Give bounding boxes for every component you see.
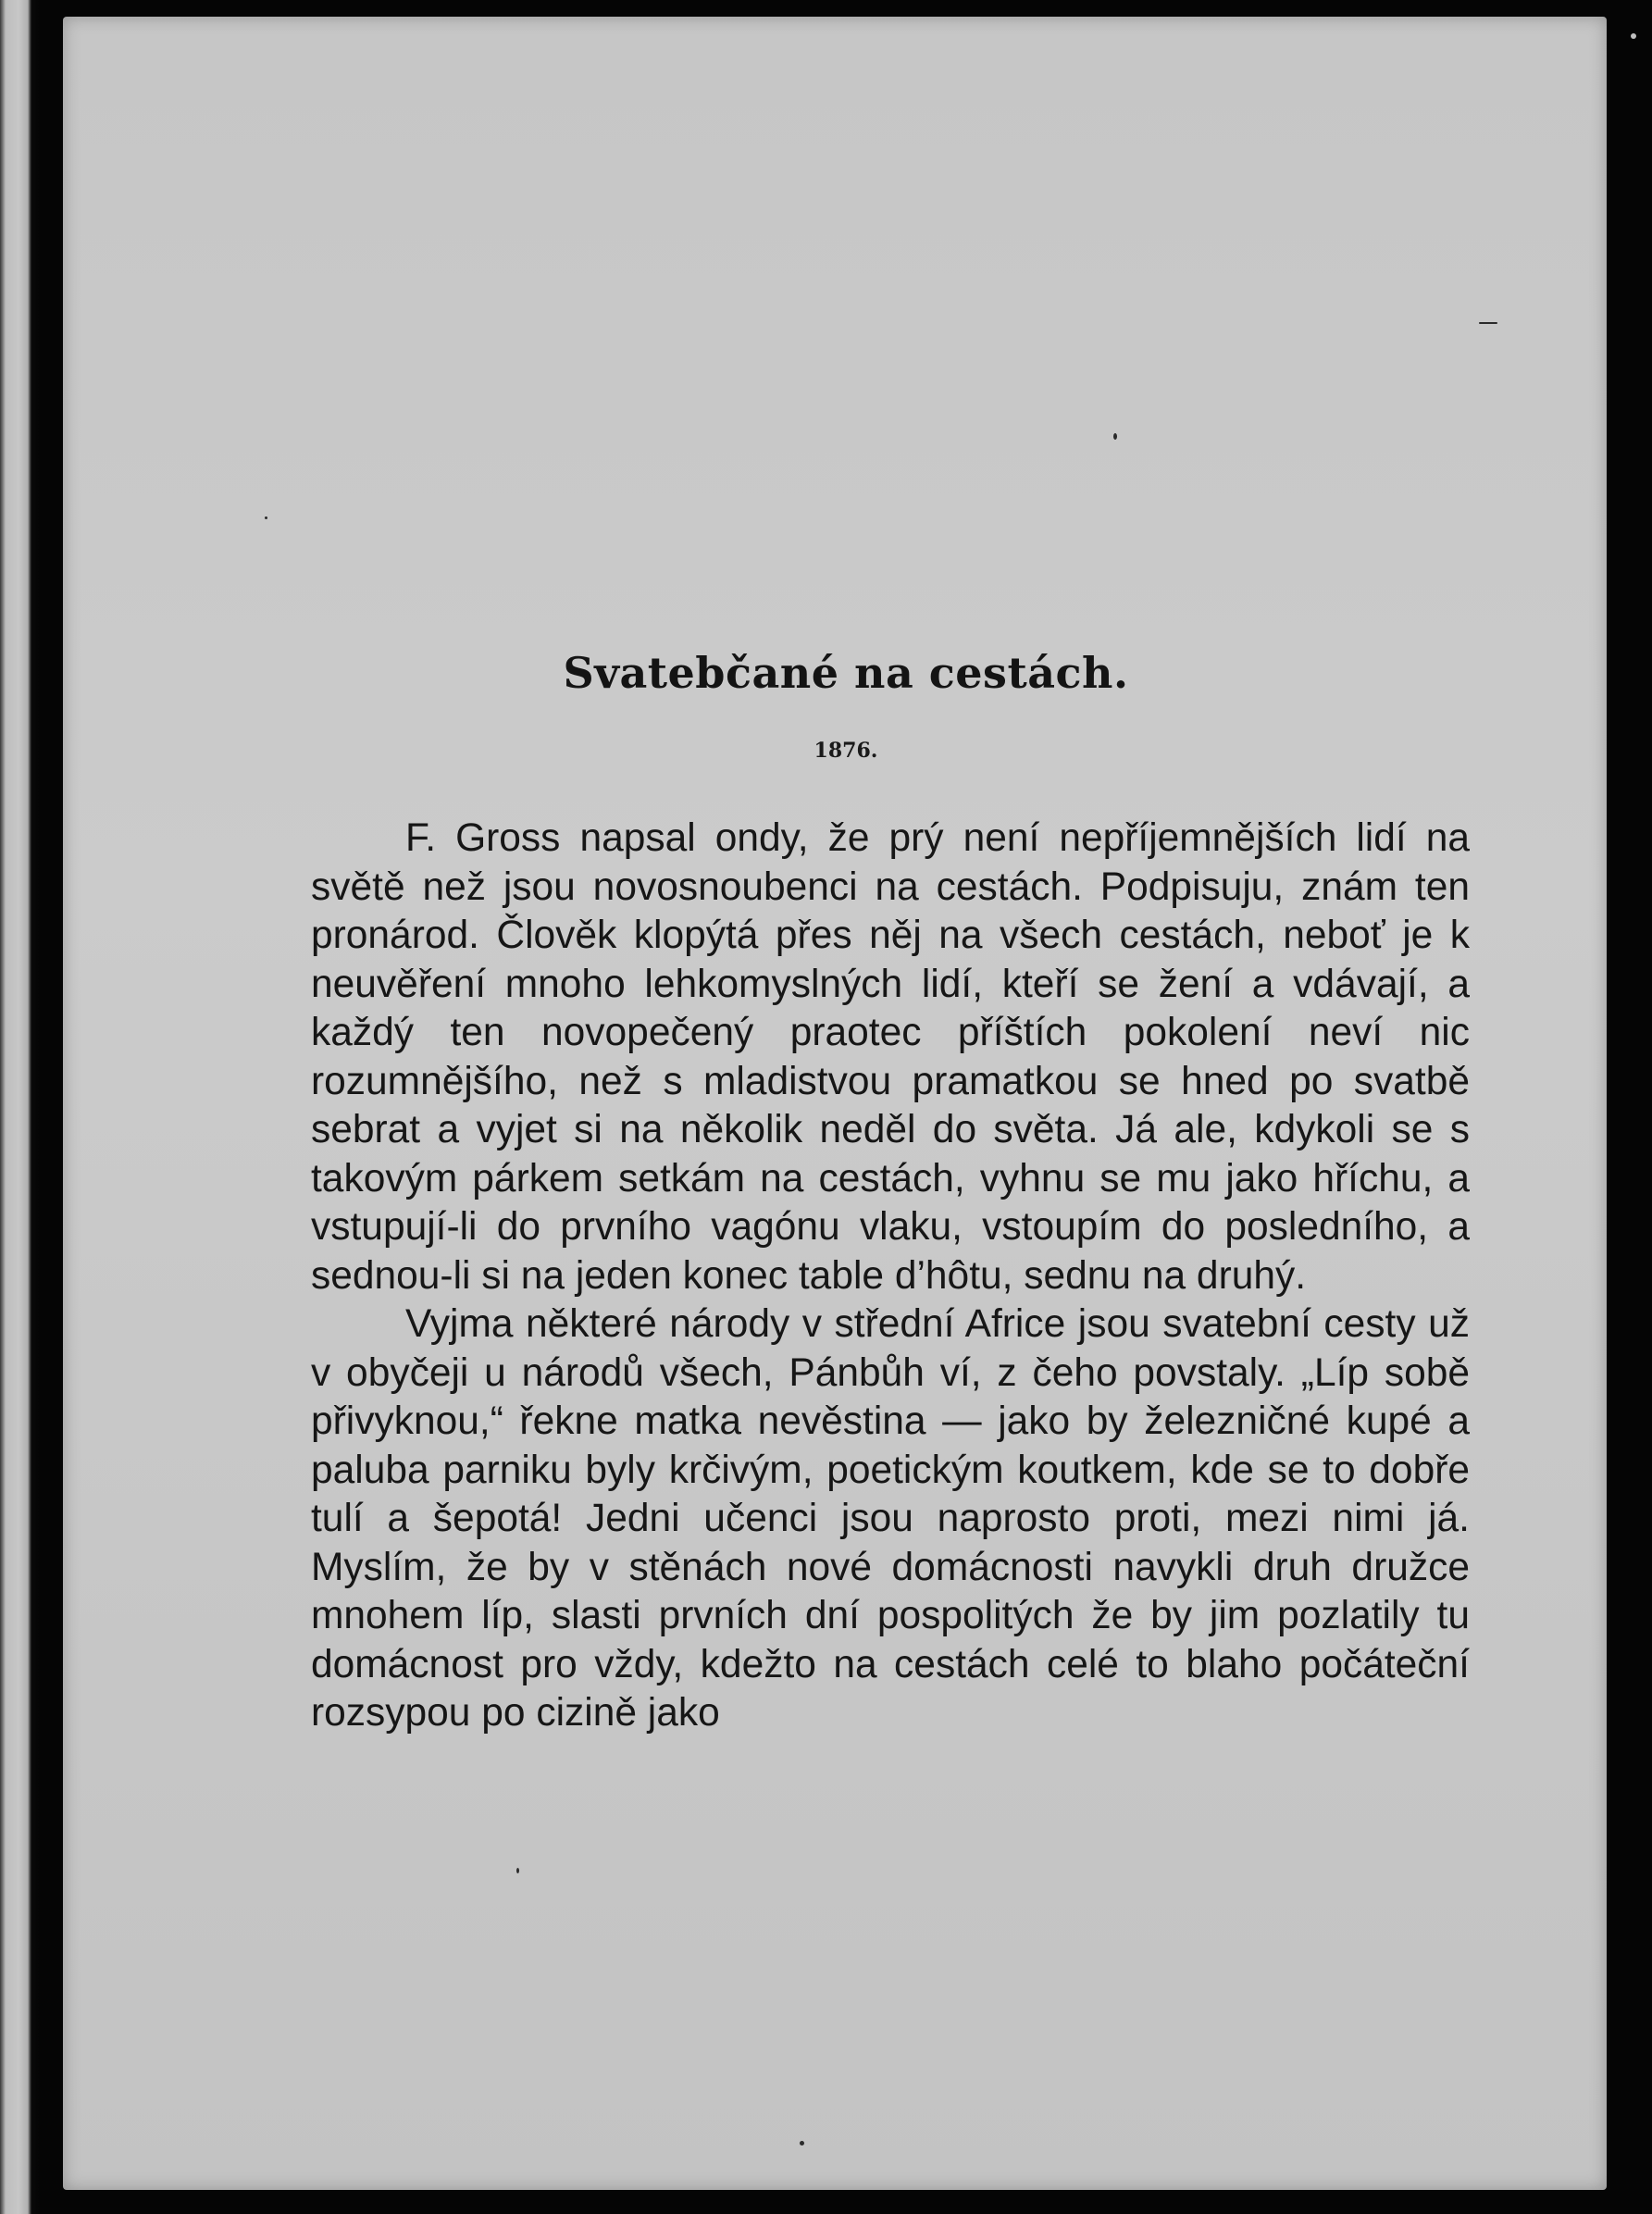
scan-speck: [1479, 322, 1497, 324]
year-subtitle: 1876.: [814, 739, 878, 763]
article-body: [311, 815, 1470, 1738]
scan-speck: [800, 2141, 804, 2146]
book-page: [63, 17, 1607, 2190]
page-title: Svatebčané na cestách.: [563, 648, 1129, 698]
scan-speck: [516, 1868, 519, 1873]
margin-speck: [1631, 33, 1636, 39]
paragraph-2: Vyjma některé národy v střední Africe jsou svatební cesty už v obyčeji u národů všech, Pánbůh ví, z čeho povstaly. „Líp sobě přivyknou,“ řekne matka nevěstina — jako by železničné kupé a paluba parniku byly krčivým, poetickým koutkem, kde se to dobře tulí a šepotá! Jedni učenci jsou naprosto proti, mezi nimi já. Myslím, že by v stěnách nové domácnosti navykli druh družce mnohem líp, slasti prvních dní pospolitých že by jim pozlatily tu domácnost pro vždy, kdežto na cestách celé to blaho počáteční rozsypou po cizině jako: [311, 1302, 1470, 1735]
paragraph-1: F. Gross napsal ondy, že prý není nepříjemnějších lidí na světě než jsou novosnoubenci na cestách. Podpisuju, znám ten pronárod. Člověk klopýtá přes něj na všech cestách, neboť je k neuvěření mnoho lehkomyslných lidí, kteří se žení a vdávají, a každý ten novopečený praotec příštích pokolení neví nic rozumnějšího, než s mladistvou pramatkou se hned po svatbě sebrat a vyjet si na několik neděl do světa. Já ale, kdykoli se s takovým párkem setkám na cestách, vyhnu se mu jako hříchu, a vstupují-li do prvního vagónu vlaku, vstoupím do posledního, a sednou-li si na jeden konec table d’hôtu, sednu na druhý.: [311, 816, 1470, 1298]
scan-speck: [265, 516, 267, 519]
scan-speck: [1113, 433, 1117, 440]
previous-page-edge: [0, 0, 39, 2214]
